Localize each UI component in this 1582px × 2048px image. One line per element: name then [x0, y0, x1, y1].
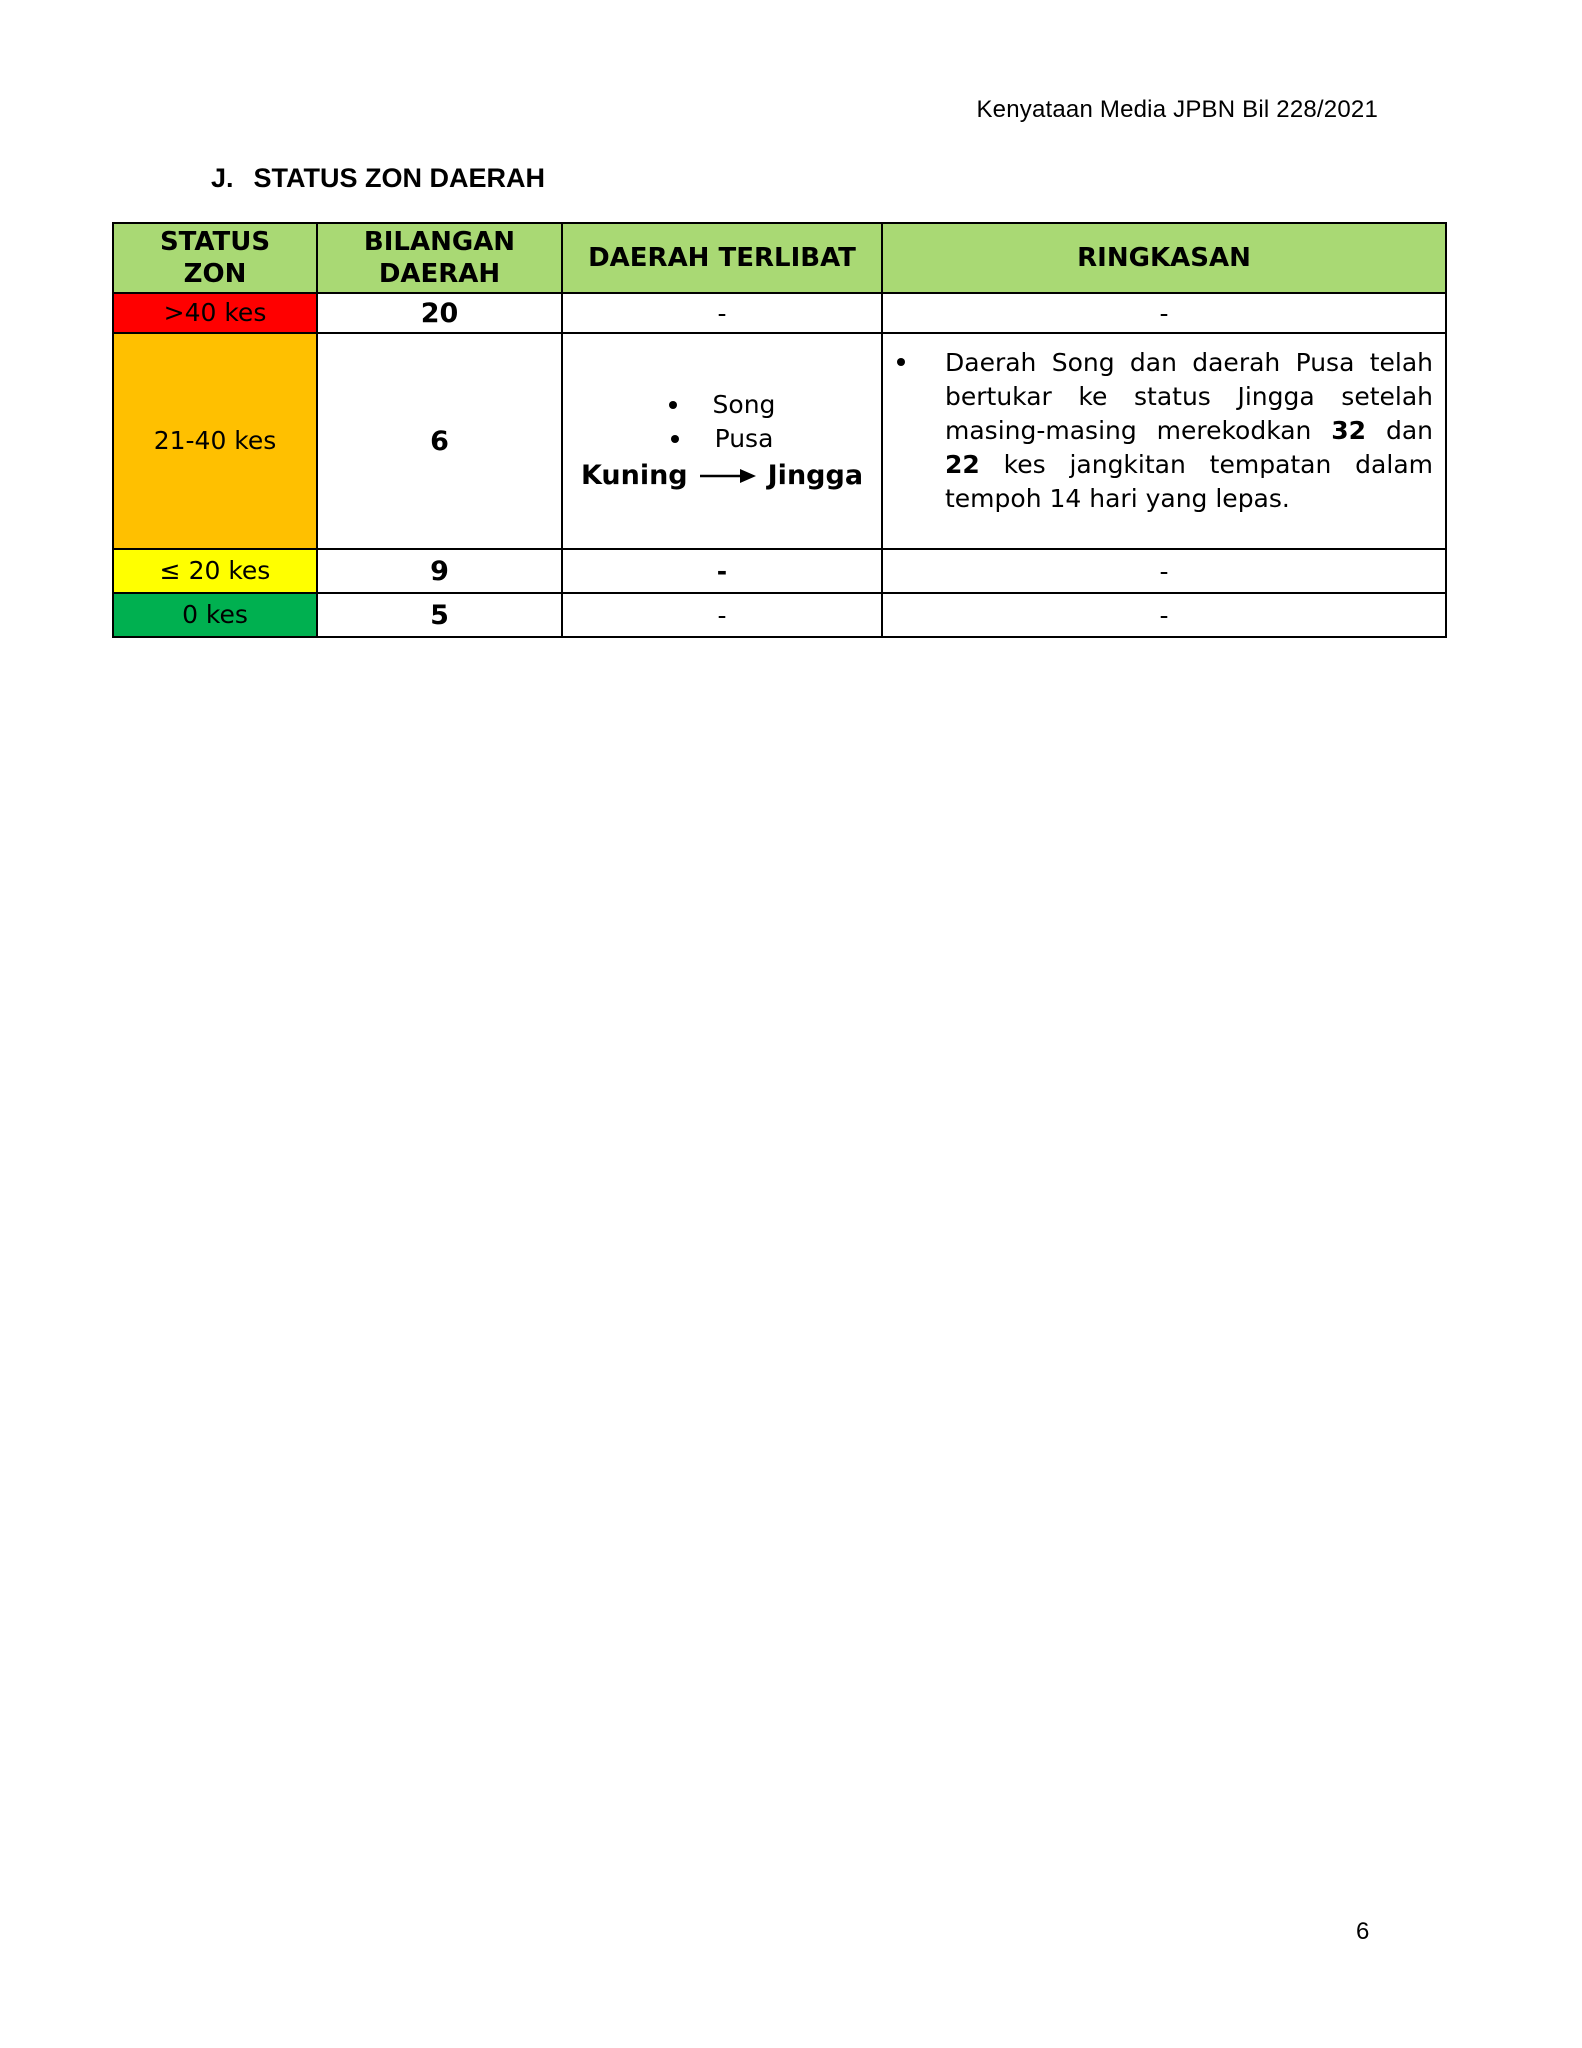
- zone-status-table: [112, 222, 1447, 638]
- bullet-icon: [669, 401, 677, 409]
- header-daerah-terlibat: DAERAH TERLIBAT: [562, 223, 882, 293]
- document-reference: Kenyataan Media JPBN Bil 228/2021: [976, 96, 1378, 123]
- district-count: 20: [317, 293, 562, 333]
- header-bilangan-daerah: [317, 223, 562, 293]
- districts-involved: [562, 333, 882, 549]
- status-transition: [563, 458, 881, 494]
- bullet-icon: [897, 358, 905, 366]
- zone-cell-green: 0 kes: [113, 593, 317, 637]
- summary-cell: -: [882, 549, 1446, 593]
- districts-involved: -: [562, 293, 882, 333]
- section-letter: J.: [211, 163, 234, 193]
- summary-part: dan: [1366, 416, 1433, 445]
- header-status-line1: STATUS: [159, 227, 271, 257]
- list-item: [893, 346, 1433, 516]
- section-title-text: STATUS ZON DAERAH: [253, 163, 546, 193]
- zone-cell-red: >40 kes: [113, 293, 317, 333]
- header-count-line1: BILANGAN: [363, 227, 516, 257]
- district-name: Pusa: [714, 424, 774, 453]
- districts-involved: -: [562, 549, 882, 593]
- bullet-icon: [671, 435, 679, 443]
- summary-text: [945, 346, 1433, 516]
- table-row: [113, 593, 1446, 637]
- summary-cell: -: [882, 593, 1446, 637]
- page-number: 6: [1356, 1918, 1370, 1945]
- transition-to: Jingga: [767, 460, 864, 491]
- district-name: Song: [712, 390, 776, 419]
- list-item: [669, 422, 776, 456]
- summary-part: Daerah Song dan daerah Pusa telah bertukar ke status Jingga setelah masing-masing merekodkan: [945, 348, 1433, 445]
- header-count-line2: DAERAH: [378, 259, 501, 289]
- district-list: [669, 388, 776, 456]
- district-count: 6: [317, 333, 562, 549]
- summary-cell: -: [882, 293, 1446, 333]
- district-count: 5: [317, 593, 562, 637]
- zone-cell-orange: 21-40 kes: [113, 333, 317, 549]
- list-item: [669, 388, 776, 422]
- header-status-line2: ZON: [183, 259, 247, 289]
- summary-cell: [882, 333, 1446, 549]
- summary-number: 22: [945, 450, 980, 479]
- transition-from: Kuning: [580, 460, 688, 491]
- header-status-zon: [113, 223, 317, 293]
- district-count: 9: [317, 549, 562, 593]
- table-header-row: [113, 223, 1446, 293]
- zone-cell-yellow: ≤ 20 kes: [113, 549, 317, 593]
- section-title: [211, 163, 545, 194]
- summary-number: 32: [1331, 416, 1367, 445]
- districts-involved: -: [562, 593, 882, 637]
- table-row: [113, 549, 1446, 593]
- table-row: [113, 293, 1446, 333]
- header-ringkasan: RINGKASAN: [882, 223, 1446, 293]
- arrow-right-icon: [700, 458, 756, 494]
- table-row: [113, 333, 1446, 549]
- summary-part: kes jangkitan tempatan dalam tempoh 14 hari yang lepas.: [945, 450, 1433, 513]
